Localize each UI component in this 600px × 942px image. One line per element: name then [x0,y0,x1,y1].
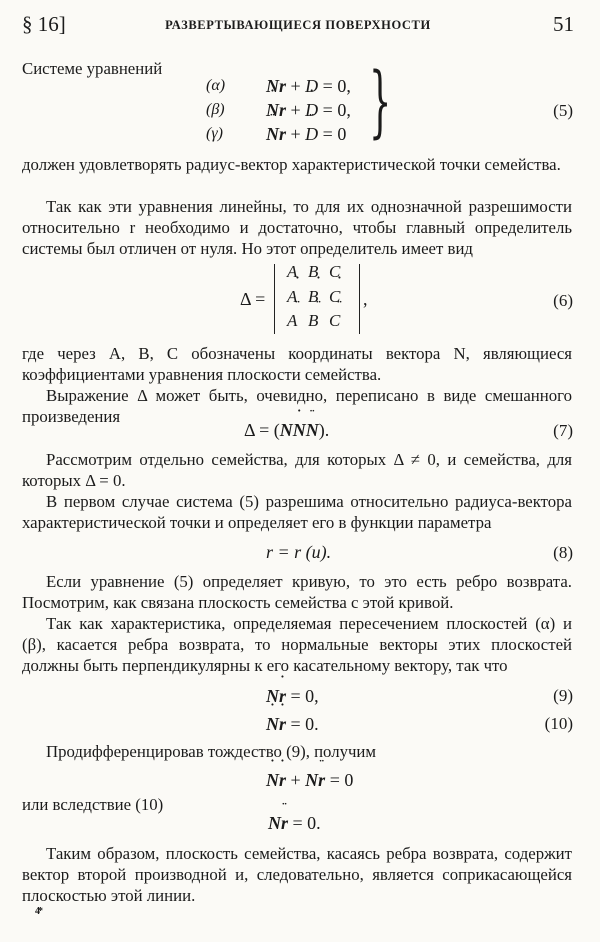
det-row-3: ¨ A¨ B¨ C [287,311,350,331]
eq-number-5: (5) [553,101,573,120]
equation-7: Δ = (N˙ N¨ N). [244,420,329,441]
det-comma: , [363,289,368,309]
paragraph-10: Продифференцировав тождество (9), получим [46,742,377,761]
signature-mark: 4* [35,906,41,917]
equation-8: r = r (u). [266,542,332,562]
running-header [22,12,574,42]
paragraph-1: Системе уравнений [22,59,163,78]
equation-final: N¨ r = 0. [268,813,321,834]
eq-number-10: (10) [544,714,573,733]
eq-label-gamma: (γ) [206,125,223,142]
paragraph-4: где через A, B, C обозначены координаты вектора N, являющиеся коэффициентами уравнения плоскости семейства. [22,344,572,384]
eq-number-8: (8) [553,543,573,562]
equation-9: N˙ r = 0, [266,686,319,707]
paragraph-2: должен удовлетворять радиус-вектор характеристической точки семейства. [22,155,561,174]
paragraph-7: В первом случае система (5) разрешима относительно радиуса-вектора характеристической точки и определяет его в функции параметра [22,492,572,532]
equation-identity: ˙ N˙ r + N¨ r = 0 [266,770,353,791]
equation-beta: ˙ Nr + ˙ D = 0, [266,100,351,121]
paragraph-5: Выражение Δ может быть, очевидно, переписано в виде смешанного произведения [22,386,572,426]
det-row-1: A B C [287,262,341,281]
eq-label-alpha: (α) [206,77,226,94]
det-lhs: Δ = [240,289,266,309]
paragraph-8: Если уравнение (5) определяет кривую, то это есть ребро возврата. Посмотрим, как связана плоскость семейства с этой кривой. [22,572,572,612]
eq-label-beta: (β) [206,101,225,118]
paragraph-11: или вследствие (10) [22,795,164,814]
equation-10: ˙ N˙ r = 0. [266,714,319,735]
paragraph-6: Рассмотрим отдельно семейства, для которых Δ ≠ 0, и семейства, для которых Δ = 0. [22,450,572,490]
paragraph-3: Так как эти уравнения линейны, то для их однозначной разрешимости относительно r необходимо и достаточно, чтобы главный определитель системы был отличен от нуля. Но этот определитель имеет вид [22,197,572,258]
equation-alpha: Nr + D = 0, [266,76,351,96]
eq-number-9: (9) [553,686,573,705]
determinant [274,264,360,334]
section-ref: § 16] [22,12,66,36]
det-row-2: ˙ A˙ B˙ C [287,287,350,307]
running-title: РАЗВЕРТЫВАЮЩИЕСЯ ПОВЕРХНОСТИ [165,18,431,32]
paragraph-12: Таким образом, плоскость семейства, касаясь ребра возврата, содержит вектор второй производной и, следовательно, является соприкасающейся плоскостью этой линии. [22,844,572,905]
paragraph-9: Так как характеристика, определяемая пересечением плоскостей (α) и (β), касается ребра возврата, то нормальные векторы этих плоскостей должны быть перпендикулярны к его касательному вектору, так что [22,614,572,675]
eq-number-7: (7) [553,421,573,440]
equation-gamma: ¨ Nr + ¨ D = 0 [266,124,346,145]
right-brace: } [369,57,392,147]
eq-number-6: (6) [553,291,573,310]
page-number: 51 [553,12,574,36]
